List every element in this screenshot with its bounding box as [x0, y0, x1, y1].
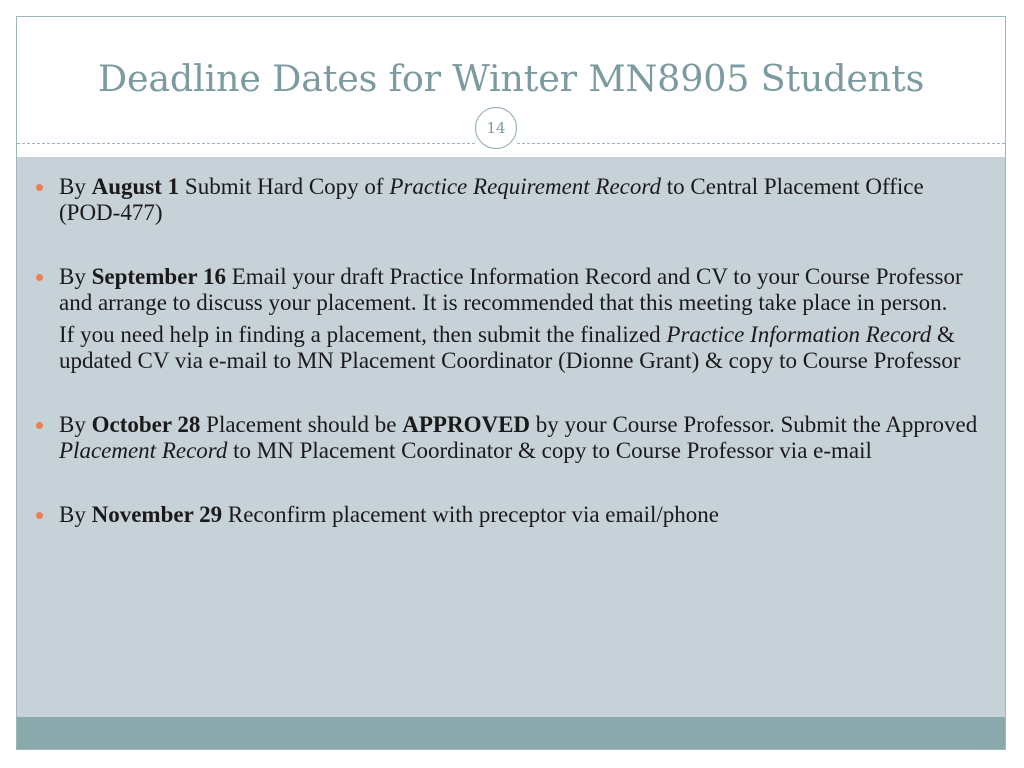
deadline-date: August 1: [91, 174, 180, 199]
by-label: By: [59, 174, 86, 199]
bullet-icon: [36, 274, 43, 281]
deadline-item-november: [59, 502, 989, 528]
deadline-date: October 28: [91, 412, 201, 437]
deadline-note: [59, 322, 989, 374]
deadline-text: to Central Placement Office (POD-477): [59, 174, 924, 225]
bullet-icon: [36, 512, 43, 519]
slide-title: Deadline Dates for Winter MN8905 Students: [97, 57, 925, 100]
approved-emphasis: APPROVED: [402, 412, 531, 437]
bullet-icon: [36, 184, 43, 191]
by-label: By: [59, 502, 86, 527]
deadline-text: Reconfirm placement with preceptor via email/phone: [227, 502, 719, 527]
document-name: Placement Record: [59, 438, 228, 463]
deadline-text: by your Course Professor. Submit the Approved: [535, 412, 978, 437]
deadline-item-september: [59, 264, 989, 374]
deadline-text: Placement should be: [206, 412, 397, 437]
deadline-text: Submit Hard Copy of: [184, 174, 384, 199]
deadline-list: [59, 174, 989, 528]
page-number: 14: [475, 107, 517, 149]
note-text: & updated CV via e-mail to MN Placement Coordinator (Dionne Grant) & copy to Course Professor: [59, 322, 961, 373]
note-text: If you need help in finding a placement, then submit the finalized: [59, 322, 661, 347]
deadline-text: to MN Placement Coordinator & copy to Course Professor via e-mail: [233, 438, 872, 463]
by-label: By: [59, 264, 86, 289]
deadline-date: September 16: [91, 264, 226, 289]
by-label: By: [59, 412, 86, 437]
deadline-item-august: [59, 174, 989, 226]
footer-bar: [17, 717, 1005, 750]
deadline-date: November 29: [91, 502, 223, 527]
bullet-icon: [36, 422, 43, 429]
deadline-text: Email your draft Practice Information Record and CV to your Course Professor and arrange to discuss your placement. It is recommended that this meeting take place in person.: [59, 264, 963, 315]
document-name: Practice Information Record: [666, 322, 932, 347]
deadline-item-october: [59, 412, 989, 464]
document-name: Practice Requirement Record: [389, 174, 661, 199]
